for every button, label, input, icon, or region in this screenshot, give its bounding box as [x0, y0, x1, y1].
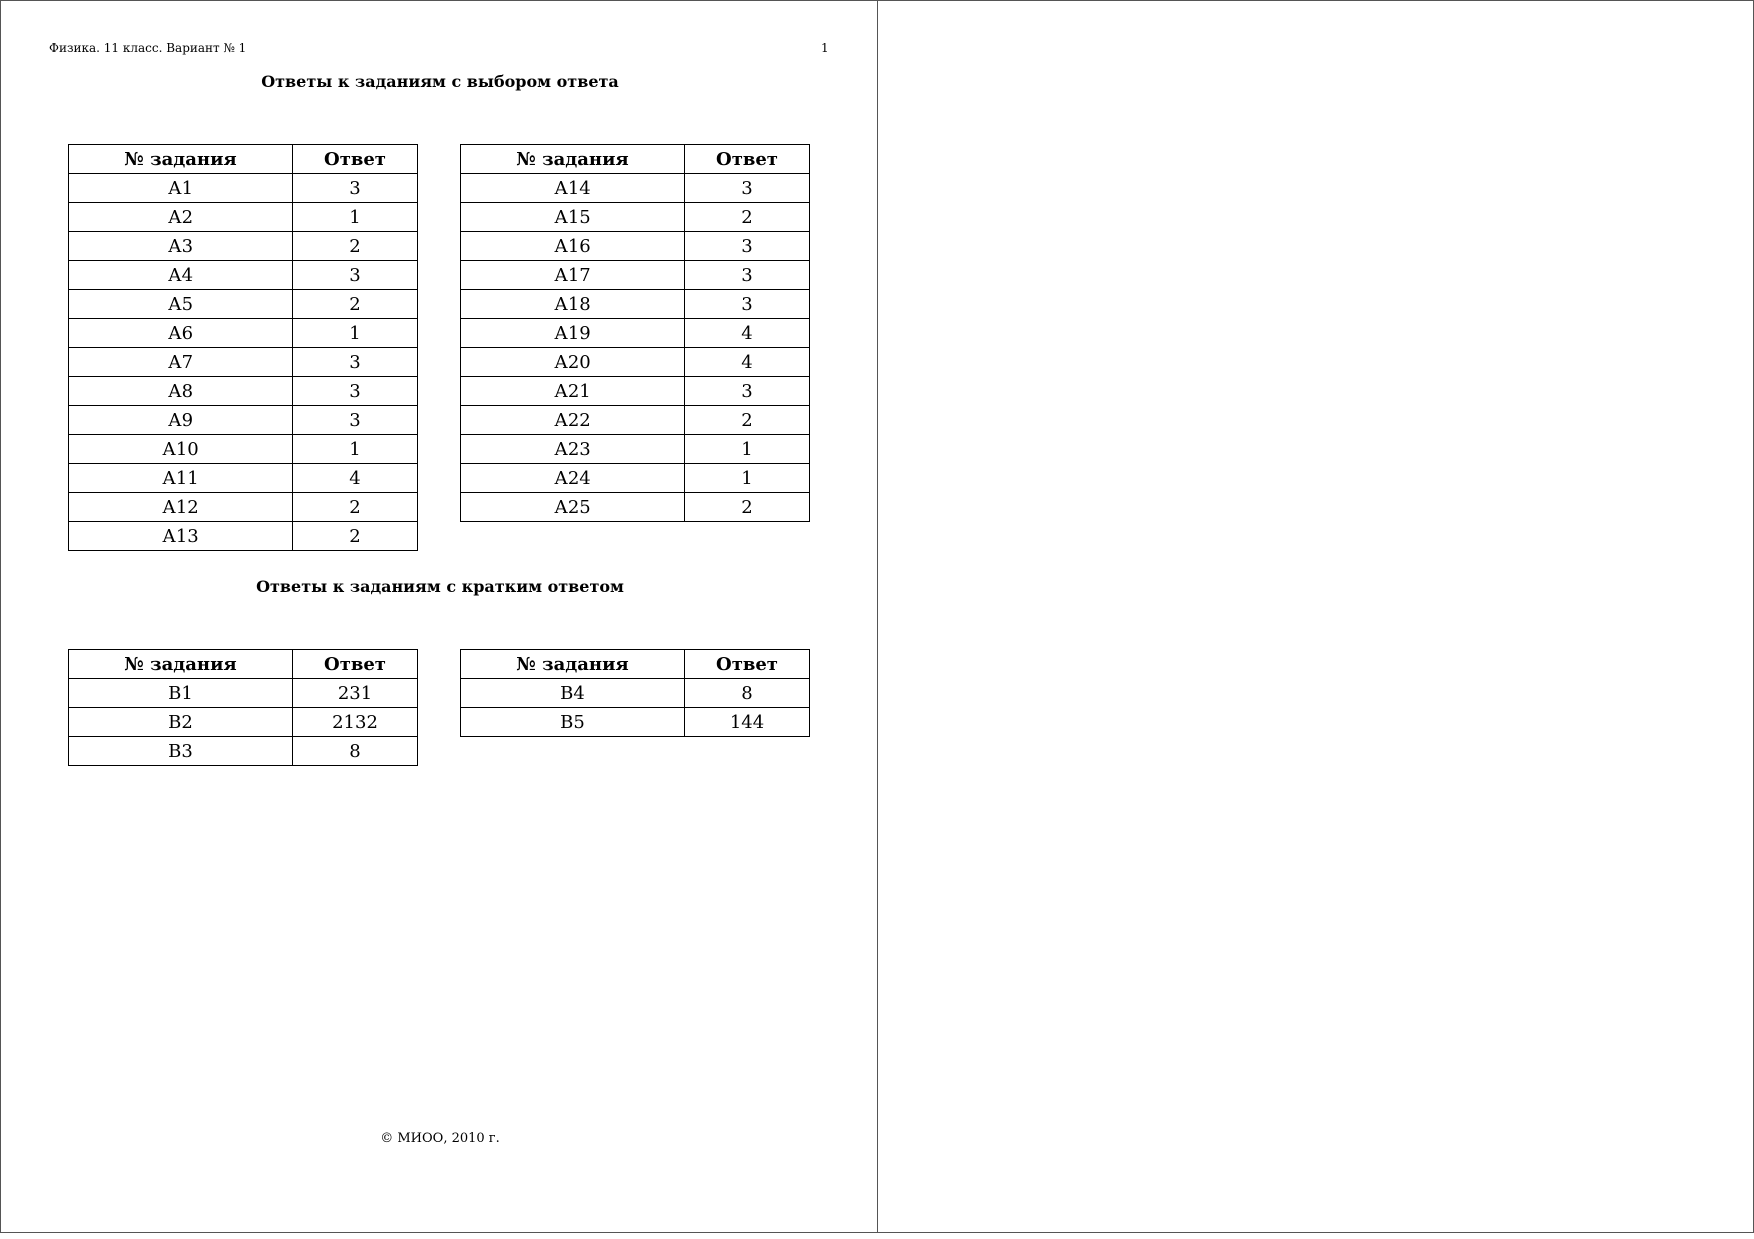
task-number-cell: А9	[69, 406, 293, 435]
task-number-cell: А17	[461, 261, 685, 290]
answer-cell: 2	[293, 232, 418, 261]
column-header-answer: Ответ	[293, 650, 418, 679]
task-number-cell: А2	[69, 203, 293, 232]
answer-cell: 3	[685, 174, 810, 203]
answers-table-short-right	[460, 649, 810, 737]
table-row	[69, 290, 418, 319]
copyright-footer: © МИОО, 2010 г.	[380, 1131, 500, 1146]
answers-table-choice-right	[460, 144, 810, 522]
table-row	[69, 708, 418, 737]
task-number-cell: А14	[461, 174, 685, 203]
table-row	[69, 174, 418, 203]
table-row	[461, 406, 810, 435]
answer-cell: 2	[685, 493, 810, 522]
answer-cell: 1	[685, 464, 810, 493]
table-row	[461, 679, 810, 708]
answer-cell: 231	[293, 679, 418, 708]
table-row	[69, 232, 418, 261]
table-row	[461, 435, 810, 464]
task-number-cell: А6	[69, 319, 293, 348]
table-row	[461, 464, 810, 493]
answer-cell: 3	[685, 261, 810, 290]
column-header-answer: Ответ	[685, 650, 810, 679]
answer-cell: 2132	[293, 708, 418, 737]
table-row	[461, 261, 810, 290]
task-number-cell: В1	[69, 679, 293, 708]
column-header-answer: Ответ	[293, 145, 418, 174]
table-row	[461, 174, 810, 203]
table-row	[69, 737, 418, 766]
table-row	[69, 377, 418, 406]
answers-table-choice-left	[68, 144, 418, 551]
table-row	[69, 406, 418, 435]
answer-cell: 2	[685, 203, 810, 232]
answer-cell: 3	[685, 290, 810, 319]
answer-cell: 3	[685, 232, 810, 261]
table-row	[69, 493, 418, 522]
task-number-cell: А10	[69, 435, 293, 464]
answer-cell: 3	[685, 377, 810, 406]
answer-cell: 4	[685, 319, 810, 348]
column-header-task: № задания	[69, 650, 293, 679]
task-number-cell: А4	[69, 261, 293, 290]
section-title-choice: Ответы к заданиям с выбором ответа	[261, 72, 619, 91]
answer-cell: 1	[685, 435, 810, 464]
task-number-cell: А13	[69, 522, 293, 551]
table-row	[69, 522, 418, 551]
table-row	[69, 348, 418, 377]
answer-cell: 8	[293, 737, 418, 766]
task-number-cell: А12	[69, 493, 293, 522]
answer-cell: 144	[685, 708, 810, 737]
task-number-cell: А16	[461, 232, 685, 261]
answer-cell: 3	[293, 348, 418, 377]
task-number-cell: В3	[69, 737, 293, 766]
task-number-cell: А18	[461, 290, 685, 319]
table-header-row	[69, 145, 418, 174]
column-header-task: № задания	[461, 650, 685, 679]
table-row	[69, 203, 418, 232]
section-title-short: Ответы к заданиям с кратким ответом	[256, 577, 624, 596]
answer-cell: 3	[293, 174, 418, 203]
answer-cell: 8	[685, 679, 810, 708]
answers-table-short-left	[68, 649, 418, 766]
table-row	[461, 290, 810, 319]
answer-cell: 3	[293, 261, 418, 290]
answer-cell: 1	[293, 435, 418, 464]
table-row	[461, 377, 810, 406]
column-header-task: № задания	[461, 145, 685, 174]
answer-cell: 2	[293, 522, 418, 551]
task-number-cell: А24	[461, 464, 685, 493]
answer-cell: 4	[293, 464, 418, 493]
table-row	[461, 203, 810, 232]
running-header: Физика. 11 класс. Вариант № 1	[49, 41, 247, 55]
table-row	[69, 261, 418, 290]
page-right-blank	[877, 0, 1754, 1233]
column-header-answer: Ответ	[685, 145, 810, 174]
task-number-cell: А19	[461, 319, 685, 348]
task-number-cell: А8	[69, 377, 293, 406]
task-number-cell: В5	[461, 708, 685, 737]
answer-cell: 1	[293, 203, 418, 232]
answer-cell: 1	[293, 319, 418, 348]
table-header-row	[69, 650, 418, 679]
task-number-cell: А5	[69, 290, 293, 319]
page-left	[0, 0, 878, 1233]
task-number-cell: А22	[461, 406, 685, 435]
answer-cell: 2	[293, 290, 418, 319]
table-row	[461, 708, 810, 737]
task-number-cell: А3	[69, 232, 293, 261]
task-number-cell: А15	[461, 203, 685, 232]
table-header-row	[461, 145, 810, 174]
task-number-cell: В2	[69, 708, 293, 737]
page-number: 1	[821, 41, 829, 55]
answer-cell: 3	[293, 377, 418, 406]
task-number-cell: А25	[461, 493, 685, 522]
table-header-row	[461, 650, 810, 679]
table-row	[69, 435, 418, 464]
column-header-task: № задания	[69, 145, 293, 174]
task-number-cell: А7	[69, 348, 293, 377]
table-row	[461, 232, 810, 261]
task-number-cell: А11	[69, 464, 293, 493]
task-number-cell: В4	[461, 679, 685, 708]
task-number-cell: А21	[461, 377, 685, 406]
task-number-cell: А20	[461, 348, 685, 377]
table-row	[461, 348, 810, 377]
answer-cell: 3	[293, 406, 418, 435]
answer-cell: 2	[685, 406, 810, 435]
table-row	[461, 319, 810, 348]
table-row	[69, 319, 418, 348]
task-number-cell: А1	[69, 174, 293, 203]
table-row	[69, 679, 418, 708]
answer-cell: 4	[685, 348, 810, 377]
task-number-cell: А23	[461, 435, 685, 464]
table-row	[461, 493, 810, 522]
table-row	[69, 464, 418, 493]
answer-cell: 2	[293, 493, 418, 522]
